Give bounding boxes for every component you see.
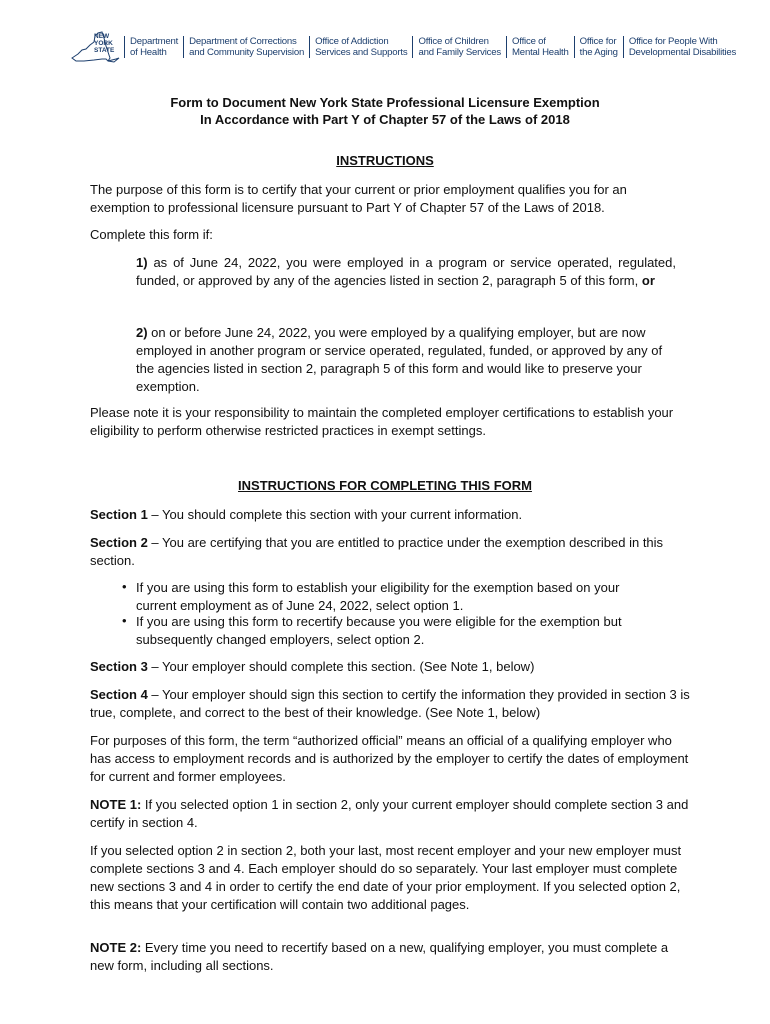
section-1-instruction	[90, 506, 690, 524]
logo-text-new: NEW	[94, 33, 110, 40]
option-2-paragraph	[136, 324, 676, 396]
section-1-label: Section 1	[90, 507, 148, 522]
agency-children: Office of Children and Family Services	[412, 36, 506, 58]
purpose-paragraph: The purpose of this form is to certify that your current or prior employment qualifies you for an exemption to professional licensure pursuant to Part Y of Chapter 57 of the Laws of 2018.	[90, 182, 627, 215]
responsibility-paragraph: Please note it is your responsibility to maintain the completed employer certifications to establish your eligibility to perform otherwise restricted practices in exempt settings.	[90, 405, 674, 438]
bullet-option-2: If you are using this form to recertify because you were eligible for the exemption but subsequently changed employers, select option 2.	[136, 614, 622, 647]
complete-if-text: Complete this form if:	[90, 227, 213, 242]
completing-heading: INSTRUCTIONS FOR COMPLETING THIS FORM	[238, 478, 532, 493]
agency-mental-health: Office of Mental Health	[506, 36, 574, 58]
section-2-text: – You are certifying that you are entitled to practice under the exemption described in this section.	[90, 535, 664, 568]
note-2-paragraph	[90, 939, 690, 975]
bullet-icon: •	[122, 613, 127, 628]
agency-header	[68, 26, 741, 68]
section-4-text: – Your employer should sign this section to certify the information they provided in section 3 is true, complete, and correct to the best of their knowledge. (See Note 1, below)	[90, 687, 690, 720]
note-1-label: NOTE 1:	[90, 797, 142, 812]
option-1-or: or	[641, 273, 655, 288]
section-4-label: Section 4	[90, 687, 148, 702]
note-2-label: NOTE 2:	[90, 940, 142, 955]
agency-corrections: Department of Corrections and Community Supervision	[183, 36, 309, 58]
form-title	[0, 94, 770, 128]
title-line-1: Form to Document New York State Professional Licensure Exemption	[170, 95, 600, 110]
section-2-instruction	[90, 534, 690, 570]
note-2-text: Every time you need to recertify based on a new, qualifying employer, you must complete a new form, including all sections.	[90, 940, 669, 973]
logo-text-state: STATE	[94, 47, 115, 54]
section-2-label: Section 2	[90, 535, 148, 550]
option-2-note-paragraph: If you selected option 2 in section 2, both your last, most recent employer and your new employer must complete sections 3 and 4. Each employer should do so separately. Your last employer must complete new sections 3 and 4 in order to certify the end date of your prior employment. If you selected option 2, this means that your certification will contain two additional pages.	[90, 843, 682, 912]
option-1-paragraph	[136, 254, 676, 290]
nys-logo	[68, 28, 122, 66]
section-3-instruction	[90, 658, 690, 676]
note-1-text: If you selected option 1 in section 2, only your current employer should complete section 3 and certify in section 4.	[90, 797, 689, 830]
agency-aging: Office for the Aging	[574, 36, 623, 58]
logo-text-york: YORK	[94, 40, 113, 47]
note-1-paragraph	[90, 796, 690, 832]
option-2-text: on or before June 24, 2022, you were employed by a qualifying employer, but are now employed in another program or service operated, regulated, funded, or approved by any of the agencies listed in section 2, paragraph 5 of this form and would like to preserve your exemption.	[136, 325, 663, 394]
instructions-heading: INSTRUCTIONS	[336, 153, 434, 168]
bullet-icon: •	[122, 579, 127, 594]
option-2-number: 2)	[136, 325, 148, 340]
title-line-2: In Accordance with Part Y of Chapter 57 of the Laws of 2018	[200, 112, 570, 127]
section-4-instruction	[90, 686, 690, 722]
agency-addiction: Office of Addiction Services and Supports	[309, 36, 412, 58]
agency-developmental: Office for People With Developmental Disabilities	[623, 36, 741, 58]
section-1-text: – You should complete this section with your current information.	[147, 507, 523, 522]
agency-health: Department of Health	[124, 36, 183, 58]
option-1-text: as of June 24, 2022, you were employed in a program or service operated, regulated, funded, or approved by any of the agencies listed in section 2, paragraph 5 of this form,	[136, 255, 676, 288]
authorized-official-paragraph: For purposes of this form, the term “authorized official” means an official of a qualifying employer who has access to employment records and is authorized by the employer to certify the dates of employment for current and former employees.	[90, 733, 689, 784]
section-3-text: – Your employer should complete this section. (See Note 1, below)	[147, 659, 535, 674]
option-1-number: 1)	[136, 255, 148, 270]
bullet-option-1: If you are using this form to establish your eligibility for the exemption based on your current employment as of June 24, 2022, select option 1.	[136, 580, 620, 613]
section-3-label: Section 3	[90, 659, 148, 674]
